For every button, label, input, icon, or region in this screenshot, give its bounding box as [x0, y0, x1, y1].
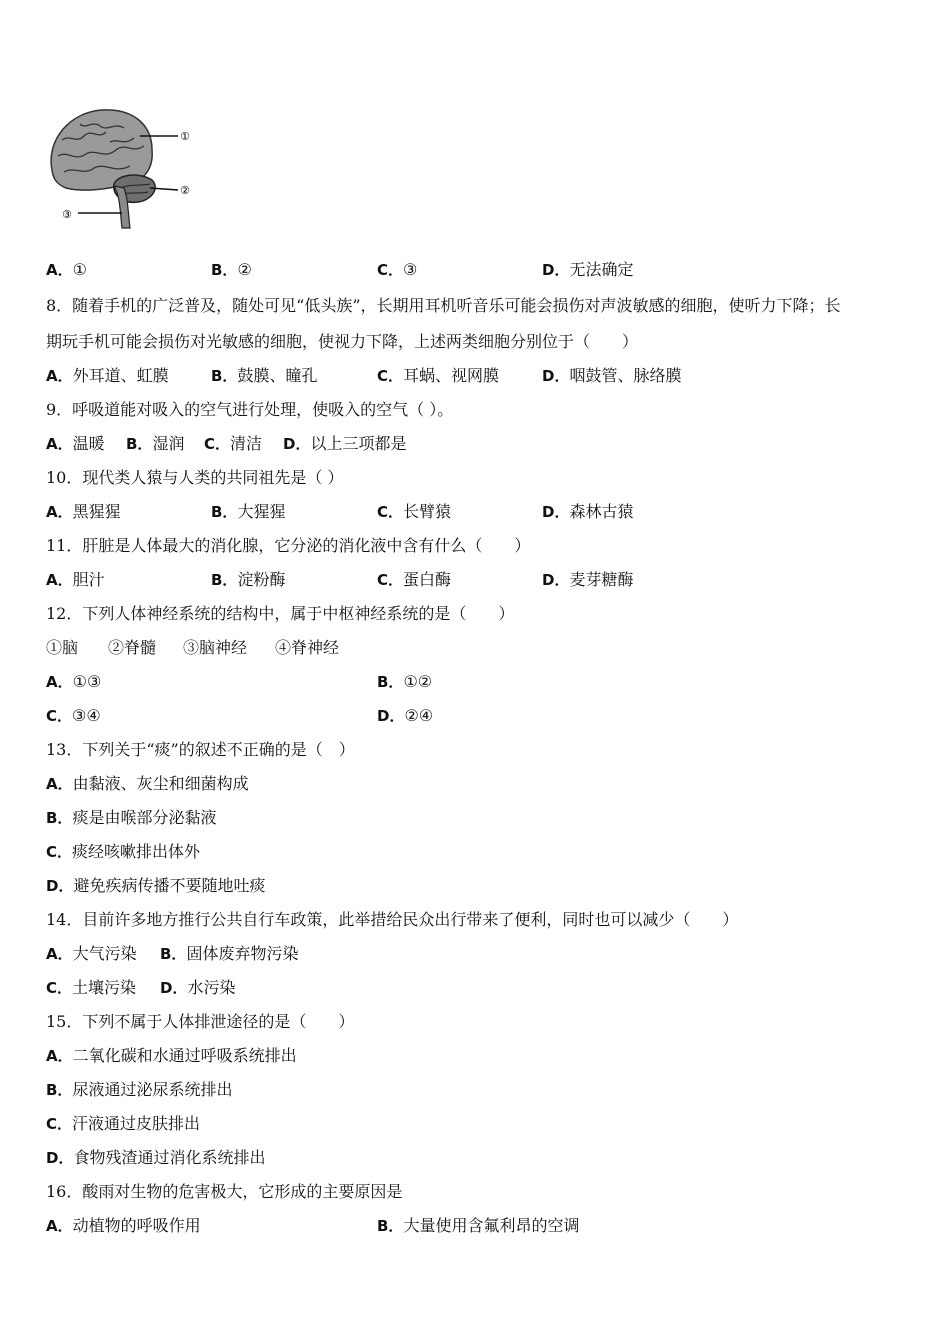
q13-option-a: A．由黏液、灰尘和细菌构成 — [46, 774, 249, 793]
q7-option-b: B．② — [211, 260, 252, 279]
q8-option-b: B．鼓膜、瞳孔 — [211, 366, 318, 385]
q12-item-1: ①脑 — [46, 638, 79, 657]
q10-option-b: B．大猩猩 — [211, 502, 286, 521]
q7-option-d: D．无法确定 — [542, 260, 634, 279]
q12-option-a: A．①③ — [46, 672, 102, 691]
q14-option-d: D．水污染 — [160, 978, 236, 997]
q10-option-d: D．森林古猿 — [542, 502, 634, 521]
callout-3: ③ — [62, 208, 72, 221]
q12-option-d: D．②④ — [377, 706, 434, 725]
brain-diagram — [40, 100, 200, 235]
q8-option-c: C．耳蜗、视网膜 — [377, 366, 500, 385]
q15-stem: 15．下列不属于人体排泄途径的是（ ） — [46, 1012, 355, 1031]
q7-option-a: A．① — [46, 260, 87, 279]
q15-option-a: A．二氧化碳和水通过呼吸系统排出 — [46, 1046, 297, 1065]
q12-option-c: C．③④ — [46, 706, 101, 725]
q12-item-4: ④脊神经 — [275, 638, 340, 657]
q13-option-b: B．痰是由喉部分泌黏液 — [46, 808, 217, 827]
callout-2: ② — [180, 184, 190, 197]
q12-item-2: ②脊髓 — [108, 638, 157, 657]
brain-diagram-icon — [40, 100, 200, 235]
q8-option-a: A．外耳道、虹膜 — [46, 366, 169, 385]
q9-stem: 9．呼吸道能对吸入的空气进行处理，使吸入的空气（ ）。 — [46, 400, 454, 419]
q9-option-c: C．清洁 — [204, 434, 263, 453]
q13-stem: 13．下列关于“痰”的叙述不正确的是（ ） — [46, 740, 355, 759]
q15-option-b: B．尿液通过泌尿系统排出 — [46, 1080, 233, 1099]
q14-option-b: B．固体废弃物污染 — [160, 944, 299, 963]
q14-option-a: A．大气污染 — [46, 944, 137, 963]
q10-stem: 10．现代类人猿与人类的共同祖先是（ ） — [46, 468, 344, 487]
q14-stem: 14．目前许多地方推行公共自行车政策，此举措给民众出行带来了便利，同时也可以减少（ ） — [46, 910, 739, 929]
q8-option-d: D．咽鼓管、脉络膜 — [542, 366, 682, 385]
q9-option-d: D．以上三项都是 — [283, 434, 407, 453]
q16-stem: 16．酸雨对生物的危害极大，它形成的主要原因是 — [46, 1182, 403, 1201]
q14-option-c: C．土壤污染 — [46, 978, 137, 997]
q15-option-d: D．食物残渣通过消化系统排出 — [46, 1148, 266, 1167]
q12-item-3: ③脑神经 — [183, 638, 248, 657]
q9-option-b: B．湿润 — [126, 434, 185, 453]
q12-stem: 12．下列人体神经系统的结构中，属于中枢神经系统的是（ ） — [46, 604, 515, 623]
q10-option-a: A．黑猩猩 — [46, 502, 121, 521]
q11-option-d: D．麦芽糖酶 — [542, 570, 634, 589]
q16-option-a: A．动植物的呼吸作用 — [46, 1216, 201, 1235]
q13-option-c: C．痰经咳嗽排出体外 — [46, 842, 201, 861]
q11-option-a: A．胆汁 — [46, 570, 105, 589]
q8-stem-line1: 8．随着手机的广泛普及，随处可见“低头族”，长期用耳机听音乐可能会损伤对声波敏感的细胞，使听力下降；长 — [46, 296, 841, 315]
q11-option-c: C．蛋白酶 — [377, 570, 452, 589]
q9-option-a: A．温暖 — [46, 434, 105, 453]
q10-option-c: C．长臂猿 — [377, 502, 452, 521]
q7-option-c: C．③ — [377, 260, 418, 279]
q15-option-c: C．汗液通过皮肤排出 — [46, 1114, 201, 1133]
q12-option-b: B．①② — [377, 672, 433, 691]
q16-option-b: B．大量使用含氟利昂的空调 — [377, 1216, 580, 1235]
callout-1: ① — [180, 130, 190, 143]
q8-stem-line2: 期玩手机可能会损伤对光敏感的细胞，使视力下降，上述两类细胞分别位于（ ） — [46, 332, 639, 351]
q11-stem: 11．肝脏是人体最大的消化腺，它分泌的消化液中含有什么（ ） — [46, 536, 531, 555]
q11-option-b: B．淀粉酶 — [211, 570, 286, 589]
q13-option-d: D．避免疾病传播不要随地吐痰 — [46, 876, 266, 895]
